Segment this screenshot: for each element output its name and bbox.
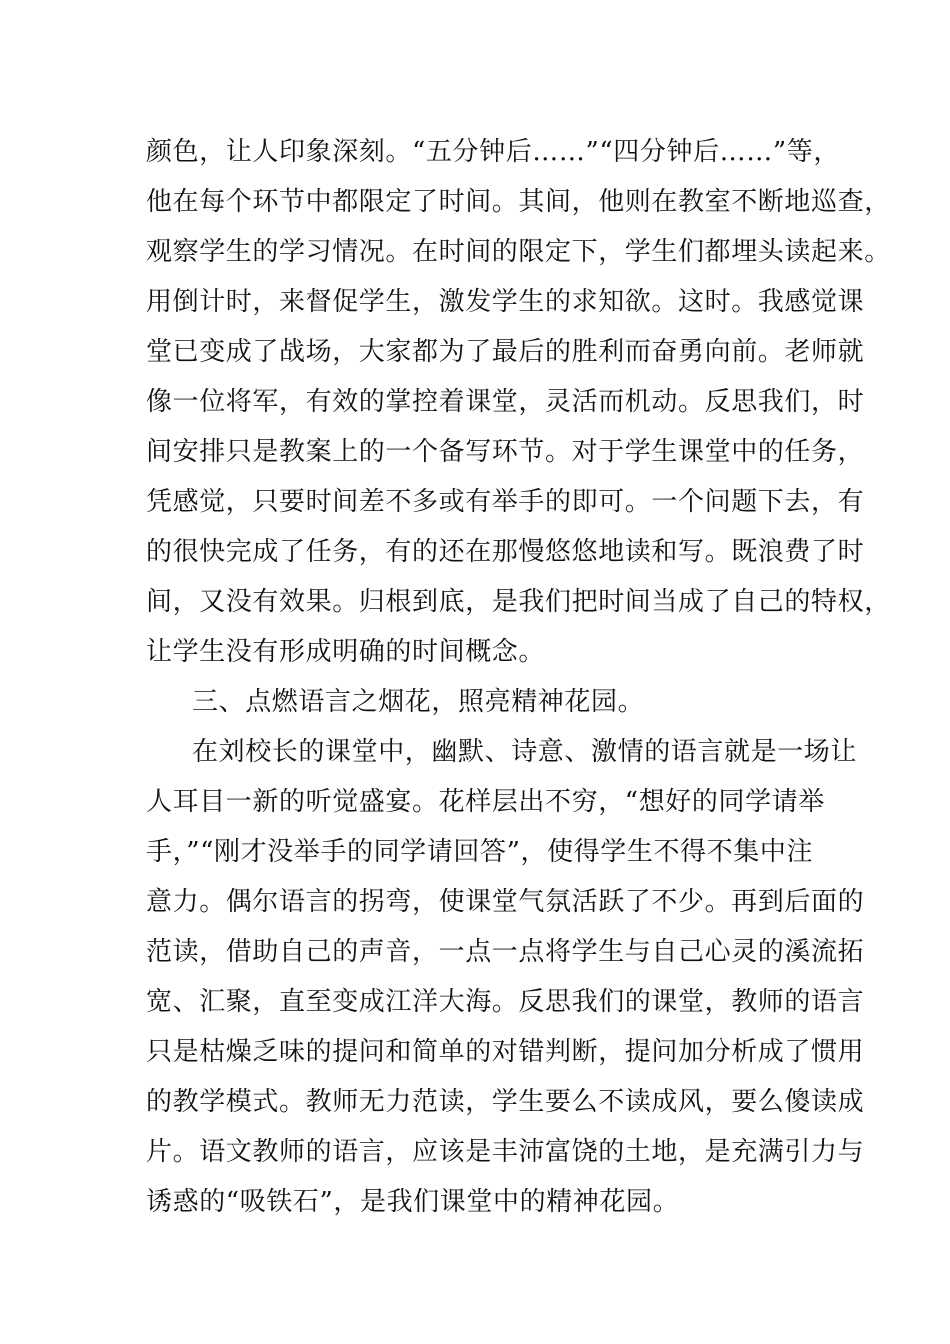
text-line: 人耳目一新的听觉盛宴。花样层出不穷，“想好的同学请举	[146, 787, 825, 817]
text-line: 观察学生的学习情况。在时间的限定下，学生们都埋头读起来。	[146, 237, 891, 267]
text-line: 他在每个环节中都限定了时间。其间，他则在教室不断地巡查，	[146, 187, 891, 217]
text-line: 手，”“刚才没举手的同学请回答”，使得学生不得不集中注	[146, 837, 814, 867]
text-line: 片。语文教师的语言，应该是丰沛富饶的土地，是充满引力与	[146, 1137, 865, 1167]
text-line: 的很快完成了任务，有的还在那慢悠悠地读和写。既浪费了时	[146, 537, 865, 567]
text-line: 间安排只是教案上的一个备写环节。对于学生课堂中的任务，	[146, 437, 865, 467]
text-line: 范读，借助自己的声音，一点一点将学生与自己心灵的溪流拓	[146, 937, 865, 967]
section-heading: 三、点燃语言之烟花，照亮精神花园。	[192, 687, 645, 717]
text-line: 堂已变成了战场，大家都为了最后的胜利而奋勇向前。老师就	[146, 337, 865, 367]
text-line: 让学生没有形成明确的时间概念。	[146, 637, 546, 667]
text-line: 宽、汇聚，直至变成江洋大海。反思我们的课堂，教师的语言	[146, 987, 865, 1017]
text-line: 的教学模式。教师无力范读，学生要么不读成风，要么傻读成	[146, 1087, 865, 1117]
text-line: 诱惑的“吸铁石”，是我们课堂中的精神花园。	[146, 1187, 680, 1217]
text-line: 凭感觉，只要时间差不多或有举手的即可。一个问题下去，有	[146, 487, 865, 517]
paragraph-first-line: 在刘校长的课堂中，幽默、诗意、激情的语言就是一场让	[192, 737, 858, 767]
text-line: 像一位将军，有效的掌控着课堂，灵活而机动。反思我们，时	[146, 387, 865, 417]
text-line: 用倒计时，来督促学生，激发学生的求知欲。这时。我感觉课	[146, 287, 865, 317]
text-line: 间，又没有效果。归根到底，是我们把时间当成了自己的特权，	[146, 587, 891, 617]
text-line: 只是枯燥乏味的提问和简单的对错判断，提问加分析成了惯用	[146, 1037, 865, 1067]
text-line: 颜色，让人印象深刻。“五分钟后……”“四分钟后……”等，	[146, 137, 840, 167]
text-line: 意力。偶尔语言的拐弯，使课堂气氛活跃了不少。再到后面的	[146, 887, 865, 917]
